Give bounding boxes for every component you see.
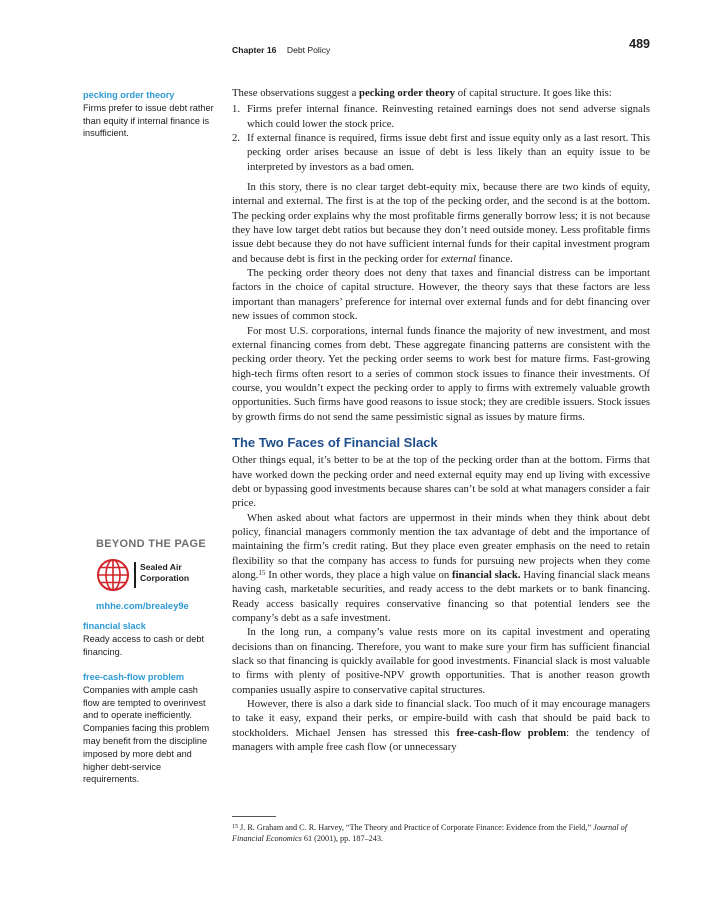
paragraph-other-things-equal: Other things equal, it’s better to be at the top of the pecking order than at the bottom. Firms that have worked down the pecking order and need external equity may end up living with excessive debt or bypassing good investments because shares can’t be sold at what managers consider a fair price. <box>232 454 650 510</box>
margin-definition: Ready access to cash or debt financing. <box>83 633 205 657</box>
footnote <box>232 822 650 845</box>
footnote-tail: 61 (2001), pp. 187–243. <box>301 834 383 844</box>
footnote-journal: Journal of Financial Economics <box>232 823 628 844</box>
paragraph-text-end: : the tendency of managers with ample free cash flow (or unnecessary <box>232 726 650 754</box>
margin-note-free-cash-flow <box>83 671 211 786</box>
beyond-the-page-heading: BEYOND THE PAGE <box>96 538 207 550</box>
paragraph-us-corporations: For most U.S. corporations, internal funds finance the majority of new investment, and most external financing comes from debt. These aggregate financing patterns are consistent with the pecking order theory. Yet the pecking order seems to work best for mature firms. Fast-growing high-tech firms often resort to a series of common stock issues to finance their investments. Of course, you wouldn’t expect the pecking order to apply to firms with extremely valuable growth opportunities. Such firms have good reasons to issue stock; they are credible issuers. Stock issues by growth firms do not send the same pessimistic signal as issues by mature firms. <box>232 324 650 423</box>
external-emphasis: external <box>440 252 476 265</box>
paragraph-no-target <box>232 180 650 266</box>
intro-text-end: of capital structure. It goes like this: <box>455 87 612 99</box>
globe-logo-icon <box>96 558 130 592</box>
paragraph-text: When asked about what factors are uppermost in their minds when they think about debt policy, financial managers commonly mention the tax advantage of debt and the importance of maintaining the firm’s credit rating. But they place even greater emphasis on the need to retain flexibility so that the company has access to funds for pursuing new projects when they come along. <box>232 511 650 581</box>
beyond-the-page <box>96 538 216 611</box>
main-text <box>232 86 650 754</box>
margin-term: pecking order theory <box>83 90 175 100</box>
margin-note-pecking-order <box>83 89 219 140</box>
margin-definition: Firms prefer to issue debt rather than equity if internal finance is insufficient. <box>83 102 214 139</box>
paragraph-long-run: In the long run, a company’s value rests more on its capital investment and operating decisions than on financing. Therefore, you want to make sure your firm has sufficient financial slack so that financing is quickly available for good investments. Financial slack is most valuable to firms with plenty of positive-NPV growth opportunities. That is another reason growth companies usually aspire to conservative capital structures. <box>232 626 650 696</box>
paragraph-financial-slack <box>232 511 650 626</box>
footnote-rule <box>232 816 276 817</box>
list-text: If external finance is required, firms issue debt first and issue equity only as a last resort. This pecking order arises because an issue of debt is less likely than an equity issue to be interpreted by investors as a bad omen. <box>247 132 650 173</box>
company-name-line2: Corporation <box>140 572 190 583</box>
paragraph-text-end: Having financial slack means having cash, marketable securities, and ready access to the debt markets or to bank financing. Ready access basically requires conservative financing so that potential lenders see the company’s debt as a safe investment. <box>232 569 650 625</box>
footnote-number: 15 <box>232 824 238 830</box>
sealed-air-logo <box>96 558 216 594</box>
footnote-text: J. R. Graham and C. R. Harvey, “The Theory and Practice of Corporate Finance: Evidence from the Field,” <box>238 823 594 832</box>
margin-note-financial-slack <box>83 620 219 658</box>
paragraph-text-mid: In other words, they place a high value on <box>265 569 453 581</box>
pecking-order-term: pecking order theory <box>359 87 456 99</box>
margin-term: free-cash-flow problem <box>83 672 185 682</box>
chapter-title: Debt Policy <box>286 45 331 55</box>
footnote-reference[interactable]: 15 <box>258 569 266 577</box>
chapter-label: Chapter 16 <box>232 45 277 55</box>
list-number: 1. <box>232 103 241 116</box>
mhhe-link[interactable]: mhhe.com/brealey9e <box>96 600 189 611</box>
intro-paragraph <box>232 86 650 100</box>
paragraph-text-end: finance. <box>475 252 513 265</box>
company-name-line1: Sealed Air <box>140 562 182 572</box>
paragraph-taxes: The pecking order theory does not deny that taxes and financial distress can be important factors in the choice of capital structure. However, the theory says that these factors are less important than managers’ preference for internal over external funds and for debt financing over new issues of common stock. <box>232 267 650 323</box>
list-item <box>232 102 650 131</box>
paragraph-dark-side <box>232 697 650 754</box>
section-heading: The Two Faces of Financial Slack <box>232 434 438 450</box>
running-header <box>232 37 650 56</box>
intro-text: These observations suggest a <box>232 87 360 99</box>
paragraph-text: However, there is also a dark side to financial slack. Too much of it may encourage managers to take it easy, expand their perks, or empire-build with cash that should be paid back to stockholders. Michael Jensen has stressed this <box>232 698 650 739</box>
list-item <box>232 131 650 174</box>
financial-slack-term: financial slack. <box>452 569 521 581</box>
list-text: Firms prefer internal finance. Reinvesting retained earnings does not send adverse signals which could lower the stock price. <box>247 103 650 130</box>
logo-divider <box>134 562 136 588</box>
list-number: 2. <box>232 132 241 145</box>
pecking-order-list <box>232 102 650 174</box>
free-cash-flow-term: free-cash-flow problem <box>456 726 567 739</box>
paragraph-text: In this story, there is no clear target debt-equity mix, because there are two kinds of equity, internal and external. The first is at the top of the pecking order, and the second is at the bottom. The pecking order explains why the most profitable firms generally borrow less; it is not because they have low target debt ratios but because they don’t need outside money. Less profitable firms issue debt because they do not have sufficient internal funds for their capital investment program and because debt is first in the pecking order for <box>232 181 650 265</box>
margin-definition: Companies with ample cash flow are tempted to overinvest and to operate inefficiently. Companies facing this problem may benefit from the discipline imposed by more debt and higher debt-service requirements. <box>83 684 210 785</box>
company-name <box>140 562 189 583</box>
page-number: 489 <box>629 37 650 51</box>
margin-term: financial slack <box>83 621 146 631</box>
